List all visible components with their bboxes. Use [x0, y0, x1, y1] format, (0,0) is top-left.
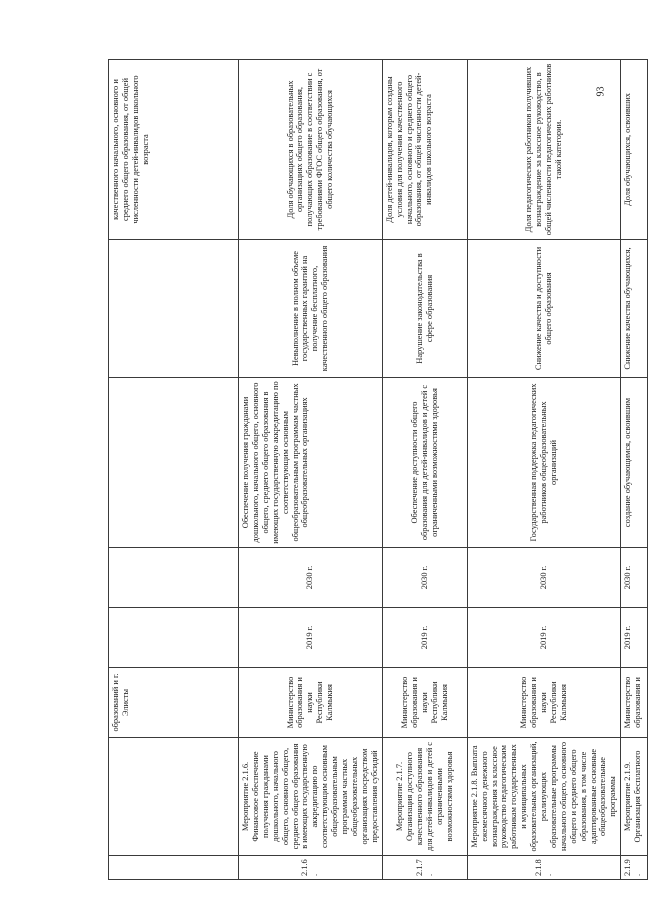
cell-start: 2019 г. — [382, 608, 467, 668]
cell-indicator: Доля педагогических работников получивших вознаграждение за классное руководство, в общей численности педагогических работников такой категории. — [467, 60, 621, 240]
cell-indicator: качественного начального, основного и среднего общего образования, от общей численности детей-инвалидов школьного возраста — [109, 60, 239, 240]
cell-executor: образований и г. Элисты — [109, 668, 239, 738]
rotated-table-container — [108, 60, 648, 880]
cell-end: 2030 г. — [467, 548, 621, 608]
cell-result: Обеспечение получения гражданами дошкольного, начального общего, основного общего, среднего общего образования в имеющих государственную аккредитацию по соответствующим основным общеобразовательным программам частных общеобразовательных организациях — [239, 378, 383, 548]
table-row — [621, 60, 648, 880]
cell-end: 2030 г. — [382, 548, 467, 608]
table-row — [109, 60, 239, 880]
cell-indicator: Доля детей-инвалидов, которым созданы условия для получения качественного начального, основного и среднего общего образования, от общей численности детей-инвалидов школьного возраста — [382, 60, 467, 240]
cell-result: создание обучающимся, освоившим — [621, 378, 648, 548]
cell-indicator: Доля обучающихся, освоивших — [621, 60, 648, 240]
cell-num: 2.1.9. — [621, 856, 648, 880]
cell-end: 2030 г. — [621, 548, 648, 608]
cell-consequence: Невыполнение в полном объеме государственных гарантий на получение бесплатного, качественного общего образования — [239, 240, 383, 378]
cell-executor: Министерство образования и науки Республики Калмыкия — [382, 668, 467, 738]
cell-measure: Мероприятие 2.1.6. Финансовое обеспечение получения гражданами дошкольного, начального общего, основного общего, среднего общего образования в имеющих государственную аккредитацию по соответствующим основным общеобразовательным программам частных общеобразовательных организациях посредством предоставления субсидий — [239, 738, 383, 856]
cell-result: Государственная поддержка педагогических работников общеобразовательных организаций — [467, 378, 621, 548]
cell-consequence: Нарушение законодательства в сфере образования — [382, 240, 467, 378]
cell-start: 2019 г. — [239, 608, 383, 668]
cell-measure — [109, 738, 239, 856]
cell-consequence: Снижение качества обучающихся, — [621, 240, 648, 378]
cell-num: 2.1.7. — [382, 856, 467, 880]
cell-result: Обеспечение доступности общего образования для детей-инвалидов и детей с ограниченными возможностями здоровья — [382, 378, 467, 548]
table-row — [382, 60, 467, 880]
cell-end — [109, 548, 239, 608]
cell-start — [109, 608, 239, 668]
cell-indicator: Доля обучающихся в образовательных организациях общего образования, получающих образование в соответствии с требованиями ФГОС общего образования, от общего количества обучающихся — [239, 60, 383, 240]
cell-measure: Мероприятие 2.1.8. Выплата ежемесячного денежного вознаграждения за классное руководство педагогическим работникам государственных и муниципальных образовательных организаций, реализующих образовательные программы начального общего, основного общего и среднего общего образования, в том числе адаптированные основные общеобразовательные программы — [467, 738, 621, 856]
cell-start: 2019 г. — [621, 608, 648, 668]
cell-consequence: Снижение качества и доступности общего образования — [467, 240, 621, 378]
cell-executor: Министерство образования и науки Республики Калмыкия — [467, 668, 621, 738]
cell-end: 2030 г. — [239, 548, 383, 608]
cell-executor: Министерство образования и науки Республики Калмыкия — [239, 668, 383, 738]
cell-num — [109, 856, 239, 880]
cell-start: 2019 г. — [467, 608, 621, 668]
cell-consequence — [109, 240, 239, 378]
cell-measure: Мероприятие 2.1.7. Организация доступного качественного образования для детей-инвалидов и детей с ограниченными возможностями здоровья — [382, 738, 467, 856]
page-number: 93 — [595, 86, 607, 97]
table-row — [239, 60, 383, 880]
measures-table — [108, 59, 648, 880]
cell-measure: Мероприятие 2.1.9. Организация бесплатного — [621, 738, 648, 856]
cell-num: 2.1.6. — [239, 856, 383, 880]
table-row — [467, 60, 621, 880]
cell-executor: Министерство образования и — [621, 668, 648, 738]
cell-result — [109, 378, 239, 548]
cell-num: 2.1.8. — [467, 856, 621, 880]
